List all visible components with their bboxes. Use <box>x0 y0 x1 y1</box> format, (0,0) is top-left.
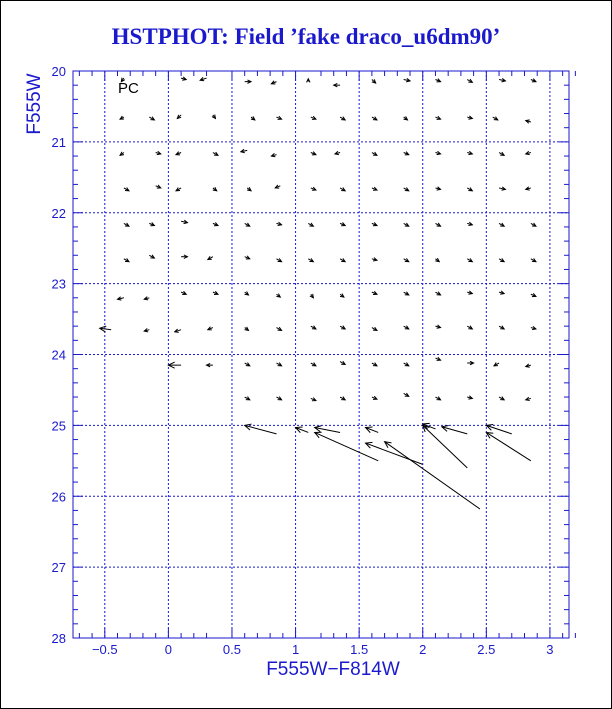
vector-arrow <box>276 222 281 225</box>
vector-arrow <box>149 255 154 258</box>
vector-arrow <box>435 325 440 328</box>
chart-title: HSTPHOT: Field ’fake draco_u6dm90’ <box>111 24 501 49</box>
vector-arrow <box>435 187 440 190</box>
vector-arrow <box>181 220 187 223</box>
vector-arrow <box>531 293 536 296</box>
vector-arrow <box>404 188 409 191</box>
vector-arrow <box>311 152 316 155</box>
vector-arrow <box>531 258 536 261</box>
vector-arrow <box>340 258 345 261</box>
vector-arrow <box>372 291 377 294</box>
vector-arrow <box>467 361 473 364</box>
vector-arrow <box>435 116 440 119</box>
vector-arrow <box>435 292 440 295</box>
vector-arrow <box>526 120 531 123</box>
vector-arrow <box>124 188 129 191</box>
vector-arrow <box>372 396 377 399</box>
vector-arrow <box>526 187 531 190</box>
vector-arrow <box>208 327 213 330</box>
y-tick-label: 21 <box>51 134 66 150</box>
vector-arrow <box>385 442 480 509</box>
vector-arrow <box>531 79 536 82</box>
vector-arrow <box>435 79 440 82</box>
vector-arrow <box>276 327 281 330</box>
vector-arrow <box>467 222 472 225</box>
vector-arrow <box>308 223 313 226</box>
vector-arrow <box>499 187 505 190</box>
vector-arrow <box>435 223 440 226</box>
vector-arrow <box>467 116 472 119</box>
vector-arrow <box>435 258 439 262</box>
vector-arrow <box>404 258 409 261</box>
vector-arrow <box>311 398 316 401</box>
vector-arrow <box>310 294 314 298</box>
vector-arrow <box>340 117 345 120</box>
vector-arrow <box>276 116 281 119</box>
vector-arrow <box>467 326 472 329</box>
vector-arrow <box>531 223 536 226</box>
vector-arrow <box>340 361 345 364</box>
vector-arrow <box>149 117 154 120</box>
vector-arrow <box>366 442 423 464</box>
vector-arrow <box>144 328 149 331</box>
vector-arrow <box>340 188 345 191</box>
x-tick-label: 0.5 <box>222 642 242 657</box>
vector-arrow <box>372 363 377 366</box>
y-tick-label: 27 <box>51 560 66 576</box>
vector-arrow <box>372 327 377 330</box>
vector-arrow <box>526 151 531 154</box>
vector-arrow <box>176 188 181 191</box>
vector-arrow <box>245 327 249 331</box>
vector-arrow <box>372 223 377 226</box>
vector-arrow <box>245 256 250 259</box>
vector-arrow <box>372 187 377 190</box>
vector-arrow <box>340 294 344 298</box>
vector-arrow <box>200 77 206 80</box>
vector-arrow <box>404 393 409 396</box>
vector-arrow <box>467 151 472 154</box>
vector-arrow <box>493 117 498 120</box>
vector-arrow <box>404 326 409 329</box>
vector-arrow <box>404 78 410 81</box>
vector-arrow <box>435 357 440 360</box>
y-tick-label: 28 <box>51 631 66 646</box>
y-tick-label: 25 <box>51 418 66 434</box>
vector-arrow <box>499 291 504 294</box>
vector-arrow <box>213 187 217 191</box>
axes <box>52 64 576 657</box>
vector-arrow <box>212 115 216 119</box>
vector-arrow <box>526 397 531 400</box>
vector-arrow <box>499 258 504 261</box>
vector-arrow <box>247 187 251 191</box>
vector-arrow <box>404 363 409 366</box>
vector-arrow <box>467 291 472 294</box>
vector-arrow <box>404 152 409 155</box>
vector-arrow <box>245 291 249 295</box>
vector-arrow <box>144 297 149 300</box>
y-tick-label: 26 <box>51 489 66 505</box>
vector-arrow <box>177 115 181 119</box>
x-tick-label: 3 <box>546 642 554 657</box>
x-tick-label: 1 <box>291 642 300 657</box>
vector-arrow <box>311 116 316 119</box>
vector-arrow <box>124 223 129 226</box>
vector-arrow <box>366 427 379 433</box>
vector-arrow <box>181 255 187 258</box>
vector-arrow <box>245 80 251 83</box>
vector-arrow <box>467 258 472 261</box>
vector-arrow <box>213 291 218 294</box>
vector-arrow <box>120 116 124 119</box>
vector-arrow <box>241 149 247 152</box>
vector-arrow <box>208 256 213 259</box>
vector-arrow <box>213 152 218 155</box>
vector-arrow <box>499 326 504 329</box>
vector-arrow <box>118 297 124 300</box>
vector-arrow <box>499 78 505 81</box>
vector-arrow <box>156 185 161 188</box>
vector-arrow <box>435 151 440 154</box>
vector-arrow <box>486 432 531 460</box>
x-tick-label: 1.5 <box>350 642 369 657</box>
vector-arrow <box>276 397 281 400</box>
x-tick-label: 0 <box>164 642 173 657</box>
vector-arrow <box>245 223 250 226</box>
vector-arrow <box>175 329 181 332</box>
vector-arrow <box>296 427 309 433</box>
vector-arrow <box>340 397 345 400</box>
vector-arrow <box>181 291 186 294</box>
grid-lines <box>73 71 569 638</box>
vector-arrow <box>494 363 499 366</box>
vector-arrow <box>372 152 377 155</box>
vector-arrow <box>207 363 213 366</box>
vector-arrow <box>404 116 408 120</box>
y-tick-label: 20 <box>51 64 66 79</box>
vector-arrow <box>276 294 280 298</box>
vector-arrow <box>124 258 129 261</box>
vector-arrow <box>156 151 161 154</box>
vector-arrow <box>311 187 316 190</box>
vector-arrow <box>315 426 340 433</box>
vector-arrow <box>404 292 409 295</box>
vector-arrow <box>213 223 218 226</box>
y-axis-title: F555W <box>24 73 45 135</box>
vector-arrow <box>311 326 316 329</box>
vector-arrow <box>499 397 504 400</box>
y-tick-label: 23 <box>51 276 66 292</box>
x-tick-label: 2.5 <box>477 642 496 657</box>
vector-arrow <box>372 117 377 120</box>
vector-arrow <box>181 77 186 80</box>
vector-arrow <box>311 363 316 366</box>
vector-arrow <box>340 326 345 329</box>
vector-arrow <box>335 151 340 154</box>
vector-arrow <box>526 364 531 367</box>
vector-arrow <box>467 79 472 82</box>
vector-arrow <box>435 397 440 400</box>
vector-arrow <box>372 258 377 261</box>
vector-arrow <box>176 152 181 155</box>
vector-arrow <box>120 152 124 156</box>
vector-arrow <box>276 363 281 366</box>
vector-arrow <box>531 326 536 329</box>
vector-arrow <box>307 79 310 83</box>
vector-arrow <box>271 153 276 156</box>
vector-arrow <box>467 188 472 191</box>
vector-arrow <box>251 116 255 120</box>
pc-annotation: PC <box>118 80 139 97</box>
vector-arrow <box>442 426 467 434</box>
vector-arrow <box>100 326 111 332</box>
vector-arrow <box>271 81 276 84</box>
x-tick-label: −0.5 <box>91 642 118 657</box>
vector-arrow <box>275 185 280 188</box>
vector-arrow <box>467 396 472 399</box>
vector-arrow <box>340 223 345 226</box>
vector-arrow <box>149 223 154 226</box>
vector-arrow <box>245 363 250 366</box>
vector-arrow <box>404 223 409 226</box>
vector-arrow <box>372 79 376 83</box>
vector-arrow <box>499 223 504 226</box>
vector-arrow <box>276 258 281 261</box>
x-axis-title: F555W−F814W <box>266 659 400 680</box>
vector-arrow <box>334 83 340 86</box>
vector-arrow <box>308 258 313 261</box>
x-tick-label: 2 <box>419 642 427 657</box>
y-tick-label: 24 <box>51 347 66 363</box>
vector-arrow <box>168 362 181 368</box>
y-tick-label: 22 <box>51 205 66 221</box>
vector-arrow <box>499 152 504 155</box>
vector-arrow <box>245 397 250 400</box>
